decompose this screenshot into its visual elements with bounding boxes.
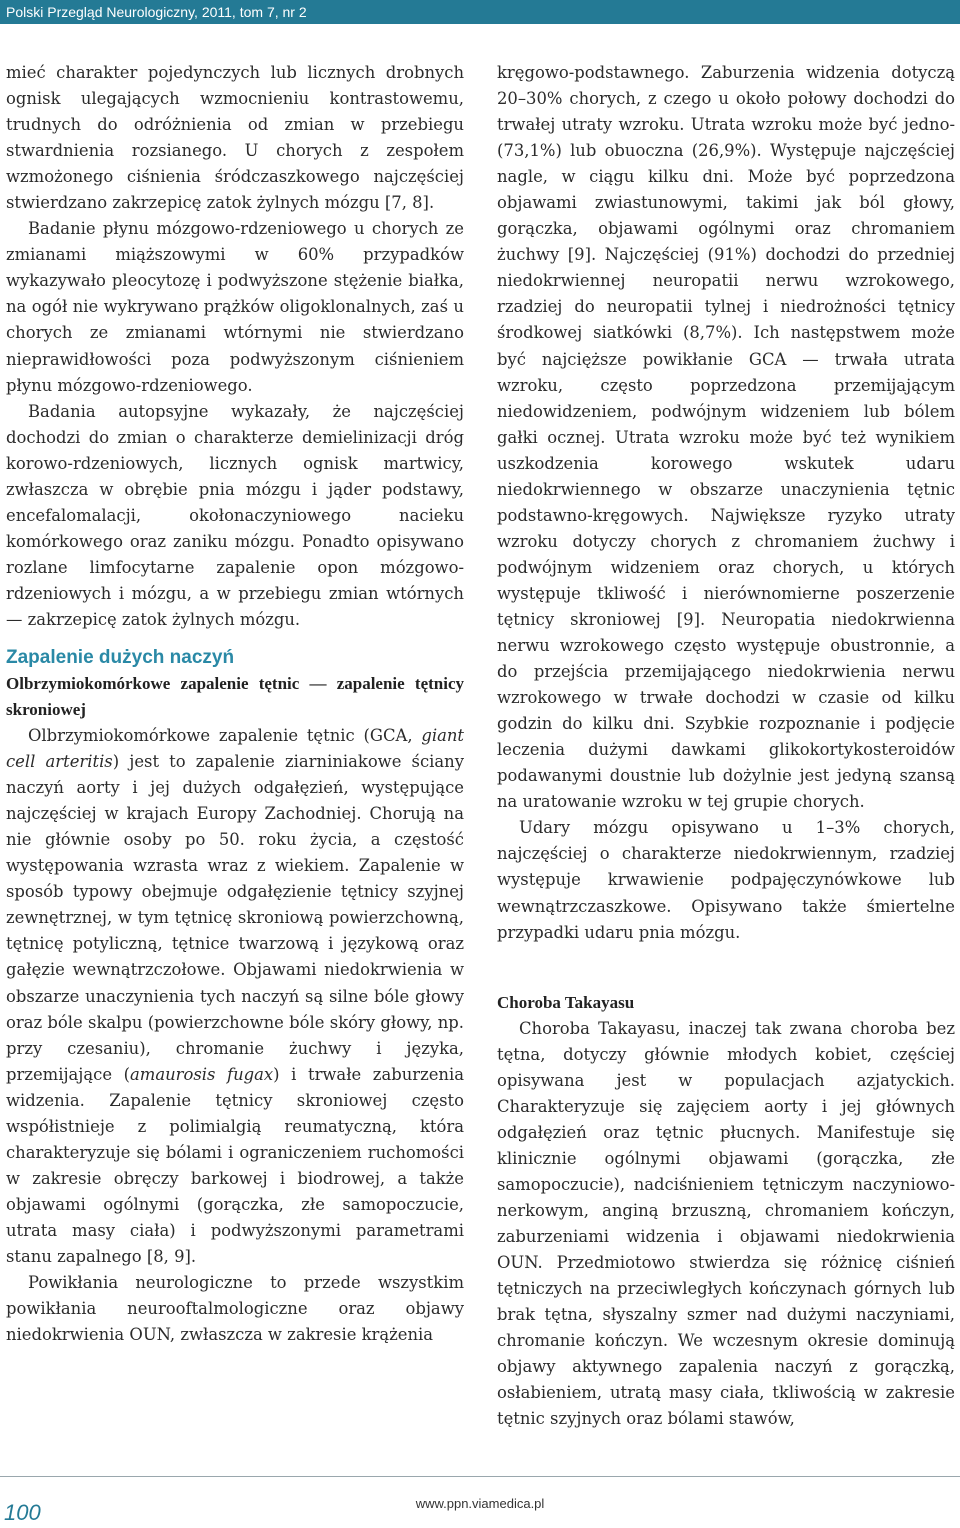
footer-divider (0, 1476, 960, 1477)
italic-term: amaurosis fugax (130, 1064, 274, 1084)
paragraph: Powikłania neurologiczne to przede wszystkim powikłania neurooftalmologiczne oraz objawy niedokrwienia OUN, zwłaszcza w zakresie krążenia (6, 1273, 464, 1345)
text-run: Olbrzymiokomórkowe zapalenie tętnic (GCA, (28, 726, 422, 746)
paragraph: Badania autopsyjne wykazały, że najczęściej dochodzi do zmian o charakterze demielinizacji dróg korowo-rdzeniowych, licznych ognisk martwicy, zwłaszcza w obrębie pnia mózgu i jąder podstawy, encefalomalacji, okołonaczyniowego nacieku komórkowego oraz zaniku mózgu. Ponadto opisywano rozlane limfocytarne zapalenie opon mózgowo-rdzeniowych i mózgu, a w przebiegu zmian wtórnych — zakrzepicę zatok żylnych mózgu. (6, 401, 464, 629)
journal-title: Polski Przegląd Neurologiczny, 2011, tom 7, nr 2 (6, 4, 307, 20)
page-number: 100 (4, 1500, 41, 1525)
right-column (497, 60, 955, 1432)
text-run: ) jest to zapalenie ziarniniakowe ściany naczyń aorty i jej dużych odgałęzień, występujące najczęściej w krajach Europy Zachodniej. Chorują na nie głównie osoby po 50. roku życia, a częstość występowania wzrasta wraz z wiekiem. Zapalenie w sposób typowy obejmuje odgałęzienie tętnicy szyjnej zewnętrznej, w tym tętnicę skroniową powierzchowną, tętnicę potyliczną, tętnice twarzową i językową oraz gałęzie wewnątrzczołowe. Objawami niedokrwienia w obszarze unaczynienia tych naczyń są silne bóle głowy oraz bóle skalpu (powierzchowne bóle skóry głowy, np. przy czesaniu), chromanie żuchwy i języka, przemijające ( (6, 752, 464, 1084)
paragraph: Badanie płynu mózgowo-rdzeniowego u chorych ze zmianami miąższowymi w 60% przypadków wykazywało pleocytozę i podwyższone stężenie białka, na ogół nie wykrywano prążków oligoklonalnych, zaś u chorych ze zmianami wtórnymi nie stwierdzano nieprawidłowości poza podwyższonym ciśnieniem płynu mózgowo-rdzeniowego. (6, 219, 464, 395)
left-column (6, 60, 464, 1348)
subheading: Choroba Takayasu (497, 992, 635, 1012)
paragraph: Udary mózgu opisywano u 1–3% chorych, najczęściej o charakterze niedokrwiennym, rzadziej występuje krwawienie podpajęczynówkowe lub wewnątrzczaszkowe. Opisywano także śmiertelne przypadki udaru pnia mózgu. (497, 818, 955, 942)
subheading: Olbrzymiokomórkowe zapalenie tętnic — zapalenie tętnicy skroniowej (6, 674, 464, 720)
paragraph: kręgowo-podstawnego. Zaburzenia widzenia dotyczą 20–30% chorych, z czego u około połowy dochodzi do trwałej utraty wzroku. Utrata wzroku może być jedno- (73,1%) lub obuoczna (26,9%). Występuje najczęściej nagle, w ciągu kilku dni. Może być poprzedzona objawami zwiastunowymi, takimi jak ból głowy, gorączka, objawami ogólnymi oraz chromaniem żuchwy [9]. Najczęściej (91%) dochodzi do przedniej niedokrwiennej neuropatii nerwu wzrokowego, rzadziej do neuropatii tylnej i niedrożności tętnicy środkowej siatkówki (8,7%). Ich następstwem może być najcięższe powikłanie GCA — trwała utrata wzroku, często poprzedzona przemijającym niedowidzeniem, podwójnym widzeniem lub bólem gałki ocznej. Utrata wzroku może być też wynikiem uszkodzenia korowego wskutek udaru niedokrwiennego w obszarze unaczynienia tętnic podstawno-kręgowych. Największe ryzyko utraty wzroku dotyczy chorych z chromaniem żuchwy i podwójnym widzeniem oraz chorych, u których występuje tkliwość i nierównomierne poszerzenie tętnicy skroniowej [9]. Neuropatia niedokrwienna nerwu wzrokowego często występuje obustronnie, a do przejścia przemijającego niedokrwienia nerwu wzrokowego w trwałe dochodzi w czasie od kilku godzin do kilku dni. Szybkie rozpoznanie i podjęcie leczenia dużymi dawkami glikokortykosteroidów podawanymi doustnie lub dożylnie jest jedyną szansą na uratowanie wzroku w tej grupie chorych. (497, 63, 955, 812)
journal-header (0, 0, 960, 24)
italic-term: giant cell arteritis (6, 726, 464, 772)
section-heading: Zapalenie dużych naczyń (6, 647, 235, 669)
journal-url: www.ppn.viamedica.pl (415, 1496, 545, 1511)
paragraph: mieć charakter pojedynczych lub licznych drobnych ognisk ulegających wzmocnieniu kontrastowemu, trudnych do odróżnienia od zmian w przebiegu stwardnienia rozsianego. U chorych z zespołem wzmożonego ciśnienia śródczaszkowego najczęściej stwierdzano zakrzepicę zatok żylnych mózgu [7, 8]. (6, 63, 464, 213)
text-run: ) i trwałe zaburzenia widzenia. Zapalenie tętnicy skroniowej często współistnieje z polimialgią reumatyczną, która charakteryzuje się bólami i ograniczeniem ruchomości w zakresie obręczy barkowej i biodrowej, a także objawami ogólnymi (gorączka, złe samopoczucie, utrata masy ciała) i podwyższonymi parametrami stanu zapalnego [8, 9]. (6, 1064, 465, 1266)
paragraph: Choroba Takayasu, inaczej tak zwana choroba bez tętna, dotyczy głównie młodych kobiet, częściej opisywana jest w populacjach azjatyckich. Charakteryzuje się zajęciem aorty i jej głównych odgałęzień oraz tętnic płucnych. Manifestuje się klinicznie ogólnymi objawami (gorączka, złe samopoczucie), nadciśnieniem tętniczym naczyniowo-nerkowym, anginą brzuszną, chromaniem kończyn, zaburzeniami widzenia i objawami niedokrwienia OUN. Przedmiotowo stwierdza się różnicę ciśnień tętniczych na przeciwległych kończynach górnych lub brak tętna, słyszalny szmer nad dużymi naczyniami, chromanie kończyn. We wczesnym okresie dominują objawy aktywnego zapalenia naczyń z gorączką, osłabieniem, utratą masy ciała, tkliwością w zakresie tętnic szyjnych oraz bólami stawów, (497, 1018, 955, 1429)
paragraph (6, 723, 464, 1270)
